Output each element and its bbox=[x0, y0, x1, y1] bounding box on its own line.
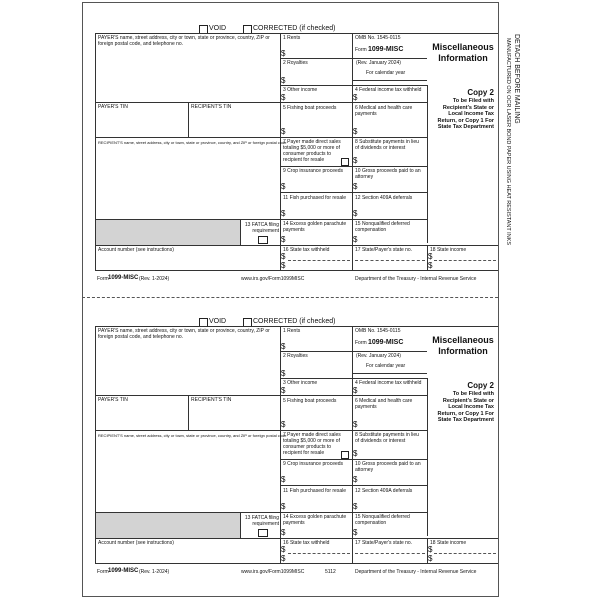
box5-label: 5 Fishing boat proceeds bbox=[283, 398, 337, 404]
account-label: Account number (see instructions) bbox=[98, 540, 174, 546]
corrected-label: CORRECTED (if checked) bbox=[253, 25, 336, 32]
box3-dollar: $ bbox=[281, 386, 286, 395]
payer-tin-label: PAYER'S TIN bbox=[98, 104, 128, 110]
box18-dollar-a: $ bbox=[428, 252, 433, 261]
box18-label: 18 State income bbox=[430, 247, 467, 253]
box14-dollar: $ bbox=[281, 528, 286, 537]
box18-dollar-b: $ bbox=[428, 261, 433, 270]
footer-form-name: 1099-MISC bbox=[108, 568, 139, 574]
footer-url: www.irs.gov/Form1099MISC bbox=[241, 569, 305, 575]
box10-label: 10 Gross proceeds paid to an attorney bbox=[355, 168, 421, 180]
box9-dollar: $ bbox=[281, 475, 286, 484]
box16-dollar-a: $ bbox=[281, 545, 286, 554]
box7-label: 7 Payer made direct sales totaling $5,000 or more of consumer products to recipient for resale bbox=[283, 432, 341, 456]
box7-label: 7 Payer made direct sales totaling $5,000 or more of consumer products to recipient for resale bbox=[283, 139, 341, 163]
box8-label: 8 Substitute payments in lieu of dividends or interest bbox=[355, 432, 419, 444]
box16-dollar-a: $ bbox=[281, 252, 286, 261]
box15-label: 15 Nonqualified deferred compensation bbox=[355, 221, 410, 233]
footer-code: 5112 bbox=[325, 569, 336, 575]
fatca-checkbox[interactable] bbox=[258, 529, 268, 537]
box1-label: 1 Rents bbox=[283, 328, 301, 334]
box15-dollar: $ bbox=[353, 235, 358, 244]
box2-dollar: $ bbox=[281, 369, 286, 378]
void-label: VOID bbox=[209, 318, 227, 325]
box15-dollar: $ bbox=[353, 528, 358, 537]
recipient-info-label: RECIPIENT'S name, street address, city or town, state or province, country, and ZIP or foreign postal code bbox=[98, 140, 287, 145]
calendar-year-label: For calendar year bbox=[366, 70, 406, 76]
title-line2: Information bbox=[438, 53, 488, 63]
footer-rev: (Rev. 1-2024) bbox=[139, 276, 170, 282]
box1-label: 1 Rents bbox=[283, 35, 301, 41]
box9-label: 9 Crop insurance proceeds bbox=[283, 168, 344, 174]
footer-form-name: 1099-MISC bbox=[108, 275, 139, 281]
box3-label: 3 Other income bbox=[283, 87, 318, 93]
calendar-year-label: For calendar year bbox=[366, 363, 406, 369]
box2-label: 2 Royalties bbox=[283, 60, 308, 66]
box4-dollar: $ bbox=[353, 386, 358, 395]
box12-label: 12 Section 409A deferrals bbox=[355, 195, 413, 201]
box3-dollar: $ bbox=[281, 93, 286, 102]
box5-dollar: $ bbox=[281, 420, 286, 429]
shaded-area bbox=[96, 220, 240, 245]
box18-label: 18 State income bbox=[430, 540, 467, 546]
footer-form-prefix: Form bbox=[97, 276, 109, 282]
fatca-checkbox[interactable] bbox=[258, 236, 268, 244]
rev-label: (Rev. January 2024) bbox=[356, 60, 401, 66]
box3-label: 3 Other income bbox=[283, 380, 318, 386]
box11-label: 11 Fish purchased for resale bbox=[283, 488, 346, 494]
payer-info-label: PAYER'S name, street address, city or town, state or province, country, ZIP or foreign postal code, and telephone no. bbox=[98, 328, 270, 340]
footer-dept: Department of the Treasury - Internal Revenue Service bbox=[355, 569, 477, 575]
box2-dollar: $ bbox=[281, 76, 286, 85]
box2-label: 2 Royalties bbox=[283, 353, 308, 359]
omb-label: OMB No. 1545-0115 bbox=[355, 35, 401, 41]
box16-label: 16 State tax withheld bbox=[283, 540, 330, 546]
box11-dollar: $ bbox=[281, 502, 286, 511]
recipient-info-label: RECIPIENT'S name, street address, city or town, state or province, country, and ZIP or foreign postal code bbox=[98, 433, 287, 438]
form-bottom bbox=[0, 293, 600, 593]
payer-info-label: PAYER'S name, street address, city or town, state or province, country, ZIP or foreign postal code, and telephone no. bbox=[98, 35, 270, 47]
box6-label: 6 Medical and health care payments bbox=[355, 105, 413, 117]
box16-dollar-b: $ bbox=[281, 261, 286, 270]
box4-label: 4 Federal income tax withheld bbox=[355, 380, 422, 386]
box15-label: 15 Nonqualified deferred compensation bbox=[355, 514, 410, 526]
box18-dollar-a: $ bbox=[428, 545, 433, 554]
box9-label: 9 Crop insurance proceeds bbox=[283, 461, 344, 467]
copy-desc: To be Filed with Recipient's State or Local Income Tax Return, or Copy 1 For State Tax Department bbox=[437, 98, 494, 130]
footer-rev: (Rev. 1-2024) bbox=[139, 569, 170, 575]
box4-dollar: $ bbox=[353, 93, 358, 102]
box16-dollar-b: $ bbox=[281, 554, 286, 563]
box4-label: 4 Federal income tax withheld bbox=[355, 87, 422, 93]
corrected-label: CORRECTED (if checked) bbox=[253, 318, 336, 325]
payer-tin-label: PAYER'S TIN bbox=[98, 397, 128, 403]
box6-label: 6 Medical and health care payments bbox=[355, 398, 413, 410]
box12-dollar: $ bbox=[353, 209, 358, 218]
box16-label: 16 State tax withheld bbox=[283, 247, 330, 253]
form-name: 1099-MISC bbox=[368, 46, 404, 53]
recipient-tin-label: RECIPIENT'S TIN bbox=[191, 397, 232, 403]
box12-label: 12 Section 409A deferrals bbox=[355, 488, 413, 494]
omb-label: OMB No. 1545-0115 bbox=[355, 328, 401, 334]
box5-dollar: $ bbox=[281, 127, 286, 136]
copy-label: Copy 2 bbox=[467, 381, 494, 390]
form-name: 1099-MISC bbox=[368, 339, 404, 346]
box18-dollar-b: $ bbox=[428, 554, 433, 563]
box17-label: 17 State/Payer's state no. bbox=[355, 247, 413, 253]
title-line1: Miscellaneous bbox=[432, 42, 494, 52]
void-label: VOID bbox=[209, 25, 227, 32]
box14-dollar: $ bbox=[281, 235, 286, 244]
box14-label: 14 Excess golden parachute payments bbox=[283, 221, 347, 233]
box7-checkbox[interactable] bbox=[341, 451, 349, 459]
box10-label: 10 Gross proceeds paid to an attorney bbox=[355, 461, 421, 473]
box17-label: 17 State/Payer's state no. bbox=[355, 540, 413, 546]
box8-dollar: $ bbox=[353, 449, 358, 458]
title-line1: Miscellaneous bbox=[432, 335, 494, 345]
rev-label: (Rev. January 2024) bbox=[356, 353, 401, 359]
box14-label: 14 Excess golden parachute payments bbox=[283, 514, 347, 526]
box8-dollar: $ bbox=[353, 156, 358, 165]
footer-form-prefix: Form bbox=[97, 569, 109, 575]
box6-dollar: $ bbox=[353, 420, 358, 429]
copy-desc: To be Filed with Recipient's State or Local Income Tax Return, or Copy 1 For State Tax Department bbox=[437, 391, 494, 423]
recipient-tin-label: RECIPIENT'S TIN bbox=[191, 104, 232, 110]
box6-dollar: $ bbox=[353, 127, 358, 136]
copy-label: Copy 2 bbox=[467, 88, 494, 97]
box13-label: 13 FATCA filing requirement bbox=[244, 222, 279, 234]
box8-label: 8 Substitute payments in lieu of dividends or interest bbox=[355, 139, 419, 151]
box11-label: 11 Fish purchased for resale bbox=[283, 195, 346, 201]
box12-dollar: $ bbox=[353, 502, 358, 511]
footer-url: www.irs.gov/Form1099MISC bbox=[241, 276, 305, 282]
box9-dollar: $ bbox=[281, 182, 286, 191]
box1-dollar: $ bbox=[281, 49, 286, 58]
form-prefix: Form bbox=[355, 340, 367, 346]
side-text-detach: DETACH BEFORE MAILING bbox=[513, 34, 520, 124]
shaded-area bbox=[96, 513, 240, 538]
account-label: Account number (see instructions) bbox=[98, 247, 174, 253]
footer-dept: Department of the Treasury - Internal Revenue Service bbox=[355, 276, 477, 282]
box10-dollar: $ bbox=[353, 475, 358, 484]
side-text-manufactured: MANUFACTURED ON OCR LASER BOND PAPER USING HEAT RESISTANT INKS bbox=[505, 38, 511, 245]
box10-dollar: $ bbox=[353, 182, 358, 191]
box7-checkbox[interactable] bbox=[341, 158, 349, 166]
form-prefix: Form bbox=[355, 47, 367, 53]
box5-label: 5 Fishing boat proceeds bbox=[283, 105, 337, 111]
box1-dollar: $ bbox=[281, 342, 286, 351]
title-line2: Information bbox=[438, 346, 488, 356]
box11-dollar: $ bbox=[281, 209, 286, 218]
box13-label: 13 FATCA filing requirement bbox=[244, 515, 279, 527]
